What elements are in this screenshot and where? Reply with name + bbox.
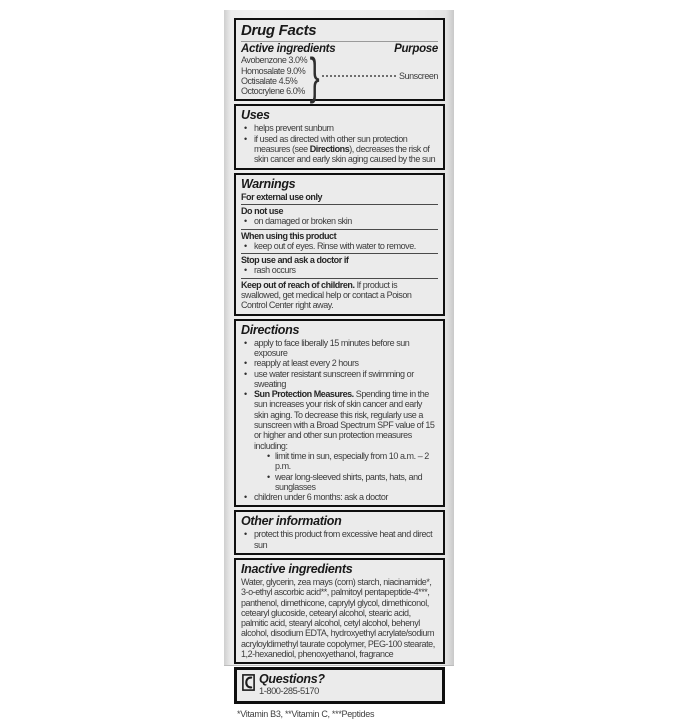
uses-box bbox=[234, 104, 445, 169]
active-ingredient: Avobenzone 3.0% bbox=[241, 55, 308, 66]
dotted-leader bbox=[322, 75, 396, 77]
uses-bullet bbox=[241, 134, 438, 165]
brace-glyph: } bbox=[309, 47, 320, 104]
drug-facts-title: Drug Facts bbox=[241, 22, 317, 39]
do-not-use-list bbox=[241, 216, 438, 226]
stop-use-list bbox=[241, 265, 438, 275]
sun-protection-measures-text: Spending time in the sun increases your risk of skin cancer and early skin aging. To decrease this risk, regularly use a sunscreen with a Broad Spectrum SPF value of 15 or higher and other sun protection measures including: bbox=[254, 389, 435, 451]
uses-bullet: • helps prevent sunburn bbox=[241, 123, 438, 133]
directions-list bbox=[241, 338, 438, 503]
do-not-use-heading: Do not use bbox=[241, 205, 283, 216]
divider bbox=[241, 204, 438, 205]
directions-bullet: • use water resistant sunscreen if swimming or sweating bbox=[241, 369, 438, 390]
active-ingredient-list bbox=[241, 55, 307, 96]
stop-use-heading: Stop use and ask a doctor if bbox=[241, 255, 349, 266]
keep-out-bold: Keep out of reach of children. bbox=[241, 279, 355, 290]
questions-box bbox=[234, 667, 445, 704]
directions-title: Directions bbox=[241, 322, 300, 337]
purpose-value: Sunscreen bbox=[399, 70, 438, 81]
warnings-box bbox=[234, 173, 445, 316]
active-ingredient: Octisalate 4.5% bbox=[241, 75, 298, 86]
uses-bullet-bold: Directions bbox=[309, 144, 350, 155]
sun-protection-sublist bbox=[267, 451, 438, 492]
directions-bullet bbox=[241, 389, 438, 492]
when-using-list bbox=[241, 241, 438, 251]
directions-sub-bullet: • limit time in sun, especially from 10 a.m. – 2 p.m. bbox=[267, 451, 438, 472]
drug-facts-header-box bbox=[234, 18, 445, 104]
questions-title: Questions? bbox=[259, 672, 325, 687]
directions-box bbox=[234, 319, 445, 508]
questions-phone-number: 1-800-285-5170 bbox=[259, 686, 319, 697]
inactive-ingredients-box bbox=[234, 558, 445, 664]
keep-out-rest: If product is swallowed, get medical help or contact a Poison Control Center right away. bbox=[241, 279, 412, 311]
vitamin-footnote: *Vitamin B3, **Vitamin C, ***Peptides bbox=[237, 709, 375, 719]
inactive-ingredients-title: Inactive ingredients bbox=[241, 561, 353, 576]
inactive-ingredients-text: Water, glycerin, zea mays (corn) starch, niacinamide*, 3-o-ethyl ascorbic acid**, palmitoyl pentapeptide-4***, panthenol, dimethicone, caprylyl glycol, dimethiconol, cetearyl glucoside, cetearyl alcohol, stearic acid, palmitic acid, stearyl alcohol, cetyl alcohol, behenyl alcohol, disodium EDTA, hydroxyethyl acrylate/sodium acryloyldimethyl taurate copolymer, PEG-100 stearate, 1,2-hexanediol, phenoxyethanol, fragrance bbox=[241, 576, 435, 660]
stop-use-bullet: • rash occurs bbox=[241, 265, 438, 275]
do-not-use-bullet: • on damaged or broken skin bbox=[241, 216, 438, 226]
uses-bullet-text: ), decreases the risk of skin cancer and early skin aging caused by the sun bbox=[254, 144, 436, 165]
keep-out-of-reach-text bbox=[241, 280, 438, 311]
other-information-box bbox=[234, 510, 445, 555]
other-information-list bbox=[241, 529, 438, 550]
uses-title: Uses bbox=[241, 108, 270, 123]
product-back-panel bbox=[224, 10, 454, 719]
divider bbox=[241, 41, 438, 42]
other-information-bullet: • protect this product from excessive heat and direct sun bbox=[241, 529, 438, 550]
external-use-line: For external use only bbox=[241, 191, 323, 202]
divider bbox=[241, 278, 438, 279]
when-using-heading: When using this product bbox=[241, 230, 337, 241]
directions-bullet: • reapply at least every 2 hours bbox=[241, 358, 438, 368]
purpose-header: Purpose bbox=[394, 43, 438, 55]
phone-icon bbox=[242, 674, 255, 693]
uses-list bbox=[241, 123, 438, 164]
uses-bullet-text: if used as directed with other sun protection measures (see bbox=[254, 133, 408, 155]
divider bbox=[241, 229, 438, 230]
divider bbox=[241, 253, 438, 254]
other-information-title: Other information bbox=[241, 514, 342, 529]
active-ingredient: Octocrylene 6.0% bbox=[241, 86, 305, 97]
active-ingredients-header-row bbox=[241, 44, 438, 54]
questions-text-group bbox=[259, 673, 325, 697]
when-using-bullet: • keep out of eyes. Rinse with water to remove. bbox=[241, 241, 438, 251]
directions-bullet: • apply to face liberally 15 minutes before sun exposure bbox=[241, 338, 438, 359]
directions-bullet: • children under 6 months: ask a doctor bbox=[241, 492, 438, 502]
active-ingredients-header: Active ingredients bbox=[241, 43, 336, 55]
sun-protection-measures-bold: Sun Protection Measures. bbox=[254, 389, 354, 400]
directions-sub-bullet: • wear long-sleeved shirts, pants, hats, and sunglasses bbox=[267, 472, 438, 493]
active-ingredient: Homosalate 9.0% bbox=[241, 65, 306, 76]
warnings-title: Warnings bbox=[241, 176, 296, 191]
